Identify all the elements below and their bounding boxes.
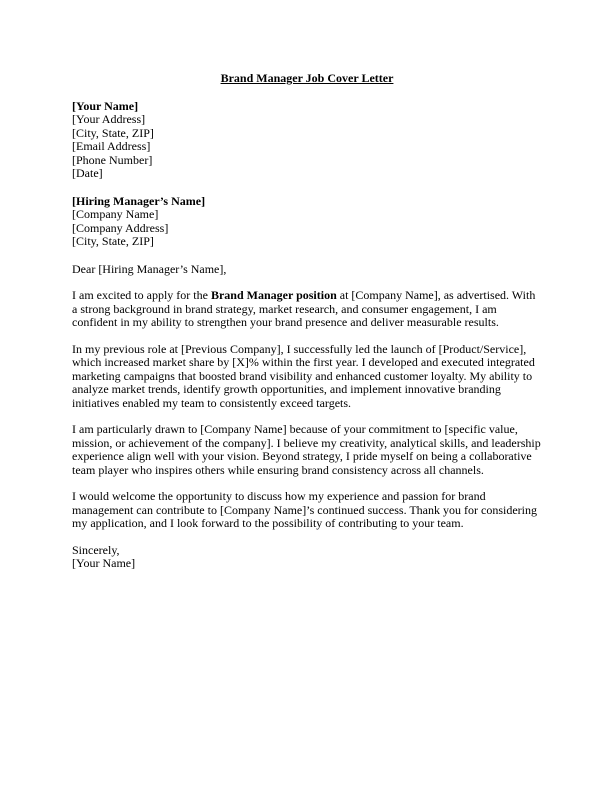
paragraph-intro-after: at [Company Name], as advertised. With a strong background in brand strategy, market research, and consumer engagement, I am confident in my ability to strengthen your brand presence and deliver measurable results. (72, 288, 536, 329)
recipient-company: [Company Name] (72, 207, 159, 221)
paragraph-intro-before: I am excited to apply for the (72, 288, 211, 302)
signoff-block (72, 544, 542, 571)
paragraph-closing: I would welcome the opportunity to discuss how my experience and passion for brand management can contribute to [Company Name]’s continued success. Thank you for considering my application, and I look forward to the possibility of contributing to your team. (72, 489, 537, 530)
closing: Sincerely, (72, 542, 120, 557)
paragraph-intro (72, 289, 542, 330)
sender-email: [Email Address] (72, 139, 151, 153)
sender-city-state-zip: [City, State, ZIP] (72, 125, 154, 140)
document-title: Brand Manager Job Cover Letter (220, 71, 394, 85)
signature-name: [Your Name] (72, 556, 136, 570)
recipient-name: [Hiring Manager’s Name] (72, 193, 206, 208)
recipient-block (72, 195, 542, 249)
sender-name: [Your Name] (72, 98, 139, 113)
recipient-address: [Company Address] (72, 220, 169, 235)
letter-page (72, 72, 542, 571)
position-highlight: Brand Manager position (210, 288, 337, 302)
paragraph-experience: In my previous role at [Previous Company], I successfully led the launch of [Product/Service], which increased market share by [X]% within the first year. I developed and executed integrated marketing campaigns that boosted brand visibility and enhanced customer loyalty. My ability to analyze market trends, identify growth opportunities, and implement innovative branding initiatives enabled my team to consistently exceed targets. (72, 341, 535, 410)
sender-address: [Your Address] (72, 112, 146, 126)
sender-phone: [Phone Number] (72, 152, 153, 167)
sender-date: [Date] (72, 166, 103, 180)
paragraph-motivation: I am particularly drawn to [Company Name] because of your commitment to [specific value, mission, or achievement of the company]. I believe my creativity, analytical skills, and leadership experience align well with your vision. Beyond strategy, I pride myself on being a collaborative team player who inspires others while ensuring brand consistency across all channels. (72, 422, 541, 477)
salutation: Dear [Hiring Manager’s Name], (72, 261, 227, 276)
recipient-city-state-zip: [City, State, ZIP] (72, 234, 154, 248)
sender-block (72, 100, 542, 181)
